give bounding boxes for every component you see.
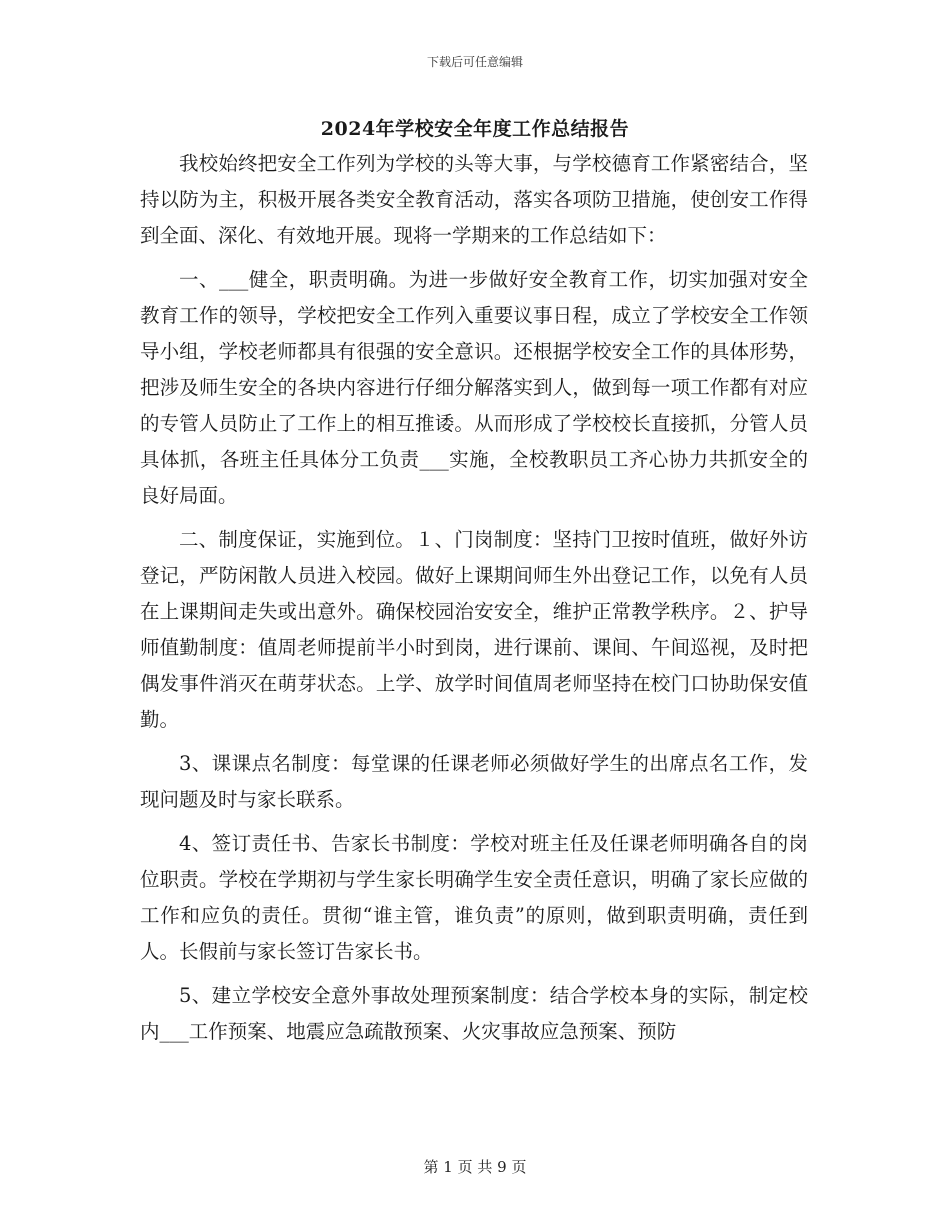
- paragraph-section-1: 一、___健全，职责明确。为进一步做好安全教育工作，切实加强对安全教育工作的领导，学校把安全工作列入重要议事日程，成立了学校安全工作领导小组，学校老师都具有很强的安全意识。还根据学校安全工作的具体形势，把涉及师生安全的各块内容进行仔细分解落实到人，做到每一项工作都有对应的专管人员防止了工作上的相互推诿。从而形成了学校校长直接抓，分管人员具体抓，各班主任具体分工负责___实施，全校教职员工齐心协力共抓安全的良好局面。: [140, 268, 808, 507]
- paragraph-section-2: 二、制度保证，实施到位。１、门岗制度：坚持门卫按时值班，做好外访登记，严防闲散人员进入校园。做好上课期间师生外出登记工作，以免有人员在上课期间走失或出意外。确保校园治安安全，维护正常教学秩序。２、护导师值勤制度：值周老师提前半小时到岗，进行课前、课间、午间巡视，及时把偶发事件消灭在萌芽状态。上学、放学时间值周老师坚持在校门口协助保安值勤。: [140, 528, 808, 731]
- paragraph-item-3: 3、课课点名制度：每堂课的任课老师必须做好学生的出席点名工作，发现问题及时与家长联系。: [140, 752, 808, 811]
- header-note: 下载后可任意编辑: [426, 55, 523, 69]
- page-number: 第 1 页 共 9 页: [423, 1158, 527, 1176]
- paragraph-intro: 我校始终把安全工作列为学校的头等大事，与学校德育工作紧密结合，坚持以防为主，积极开展各类安全教育活动，落实各项防卫措施，使创安工作得到全面、深化、有效地开展。现将一学期来的工作总结如下：: [140, 152, 808, 247]
- document-title: 2024年学校安全年度工作总结报告: [320, 118, 630, 140]
- paragraph-item-4: 4、签订责任书、告家长书制度：学校对班主任及任课老师明确各自的岗位职责。学校在学期初与学生家长明确学生安全责任意识，明确了家长应做的工作和应负的责任。贯彻“谁主管，谁负责”的原则，做到职责明确，责任到人。长假前与家长签订告家长书。: [140, 832, 808, 963]
- paragraph-item-5: 5、建立学校安全意外事故处理预案制度：结合学校本身的实际，制定校内___工作预案、地震应急疏散预案、火灾事故应急预案、预防: [140, 984, 808, 1043]
- document-body: [140, 146, 808, 1058]
